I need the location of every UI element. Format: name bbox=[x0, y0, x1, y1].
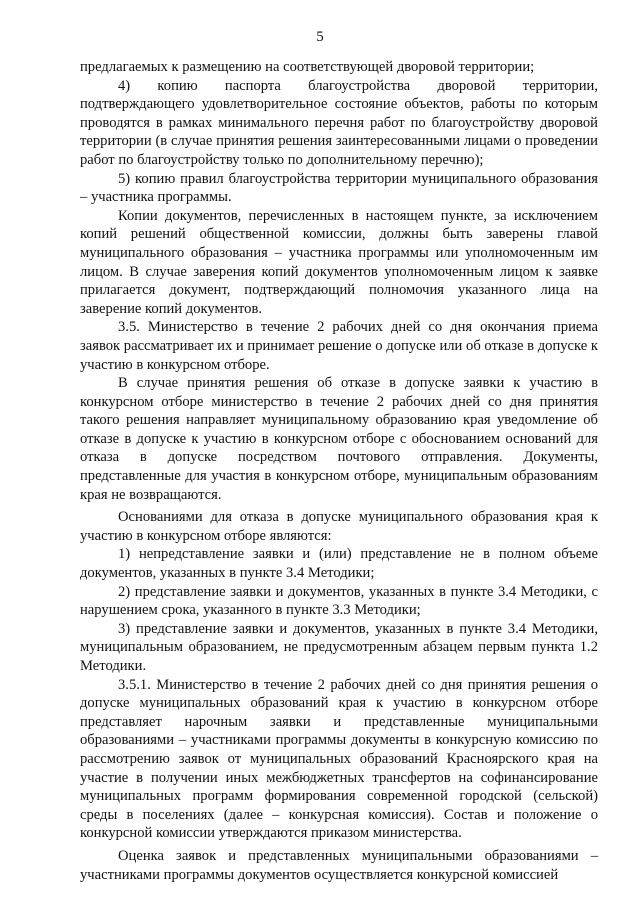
paragraph-4: Копии документов, перечисленных в настоящем пункте, за исключением копий решений общественной комиссии, должны быть заверены главой муниципального образования – участника программы или уполномоченным им лицом. В случае заверения копий документов уполномоченным лицом к заявке прилагается документ, подтверждающий полномочия указанного лица на заверение копий документов. bbox=[80, 207, 598, 317]
paragraph-12: Оценка заявок и представленных муниципальными образованиями – участниками программы документов осуществляется конкурсной комиссией bbox=[80, 847, 598, 883]
paragraph-5: 3.5. Министерство в течение 2 рабочих дней со дня окончания приема заявок рассматривает их и принимает решение о допуске или об отказе в допуске к участию в конкурсном отборе. bbox=[80, 319, 598, 373]
paragraph-10: 3) представление заявки и документов, указанных в пункте 3.4 Методики, муниципальным образованием, не предусмотренным абзацем первым пункта 1.2 Методики. bbox=[80, 620, 598, 674]
paragraph-6: В случае принятия решения об отказе в допуске заявки к участию в конкурсном отборе министерство в течение 2 рабочих дней со дня принятия такого решения направляет муниципальному образованию края уведомление об отказе в допуске к участию в конкурсном отборе с обоснованием оснований для отказа в допуске посредством почтового отправления. Документы, представленные для участия в конкурсном отборе, муниципальным образованиям края не возвращаются. bbox=[80, 375, 598, 503]
paragraph-3: 5) копию правил благоустройства территории муниципального образования – участника программы. bbox=[80, 170, 598, 206]
paragraph-1: предлагаемых к размещению на соответствующей дворовой территории; bbox=[80, 59, 535, 75]
page-number: 5 bbox=[316, 29, 324, 45]
paragraph-8: 1) непредставление заявки и (или) представление не в полном объеме документов, указанных в пункте 3.4 Методики; bbox=[80, 546, 598, 582]
document-body bbox=[80, 58, 598, 884]
paragraph-2: 4) копию паспорта благоустройства дворовой территории, подтверждающего удовлетворительное состояние объектов, работы по которым проводятся в рамках минимального перечня работ по благоустройству дворовой территории (в случае принятия решения заинтересованными лицами о проведении работ по благоустройству только по дополнительному перечню); bbox=[80, 77, 598, 168]
paragraph-7: Основаниями для отказа в допуске муниципального образования края к участию в конкурсном отборе являются: bbox=[80, 509, 598, 544]
paragraph-11: 3.5.1. Министерство в течение 2 рабочих дней со дня принятия решения о допуске муниципальных образований края к участию в конкурсном отборе представляет нарочным заявки и представленные муниципальными образованиями – участниками программы документы в конкурсную комиссию по рассмотрению заявок от муниципальных образований Красноярского края на участие в получении иных межбюджетных трансфертов на софинансирование муниципальных программ формирования современной городской (сельской) среды в поселениях (далее – конкурсная комиссия). Состав и положение о конкурсной комиссии утверждаются приказом министерства. bbox=[80, 676, 598, 842]
paragraph-9: 2) представление заявки и документов, указанных в пункте 3.4 Методики, с нарушением срока, указанного в пункте 3.3 Методики; bbox=[80, 583, 598, 619]
